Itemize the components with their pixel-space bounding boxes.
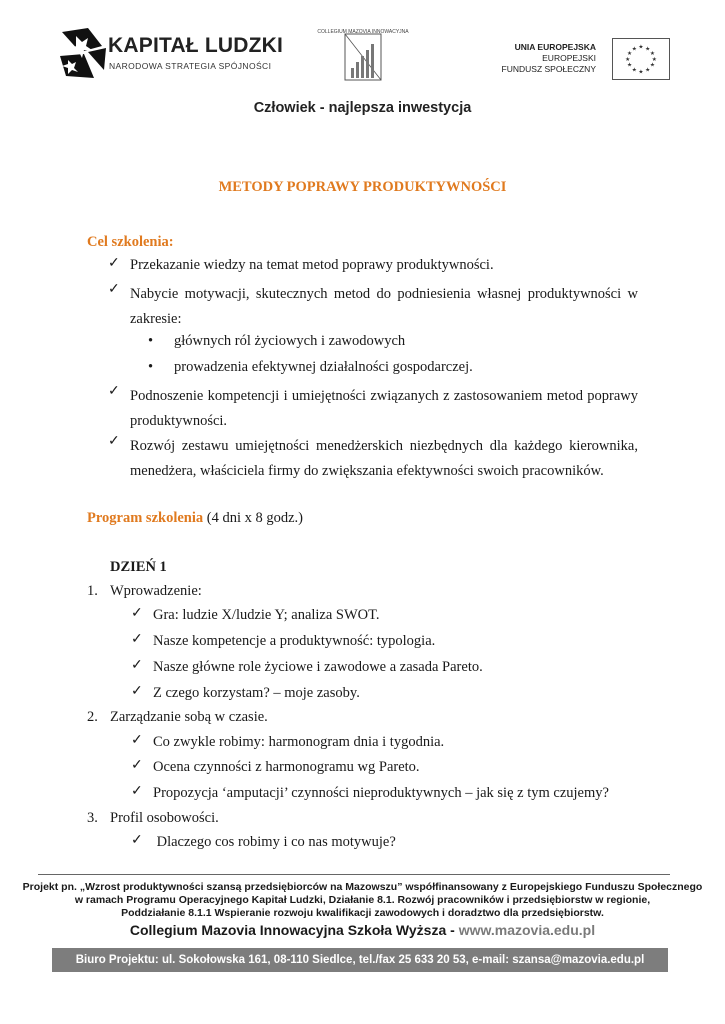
checkmark-icon: ✓: [108, 256, 120, 271]
svg-text:★: ★: [638, 69, 644, 76]
bullet-icon: •: [148, 333, 154, 349]
svg-text:★: ★: [625, 56, 631, 63]
eu-text-block: [494, 42, 596, 75]
goal-subitem-1: głównych ról życiowych i zawodowych: [174, 333, 406, 349]
program-heading: Program szkolenia: [87, 510, 204, 526]
svg-text:★: ★: [631, 67, 637, 74]
section-3-item: Dlaczego cos robimy i co nas motywuje?: [153, 834, 396, 850]
mazovia-logo-text: COLLEGIUM MAZOVIA INNOWACYJNA: [317, 29, 409, 35]
slogan: Człowiek - najlepsza inwestycja: [253, 100, 472, 116]
eu-flag-icon: [612, 38, 670, 80]
section-2-title: Zarządzanie sobą w czasie.: [110, 709, 268, 725]
goal-item-3: Podnoszenie kompetencji i umiejętności związanych z zastosowaniem metod poprawy produktywności.: [130, 388, 638, 429]
section-2-item: Co zwykle robimy: harmonogram dnia i tygodnia.: [153, 734, 445, 750]
svg-text:★: ★: [645, 46, 651, 53]
page-title: METODY POPRAWY PRODUKTYWNOŚCI: [218, 179, 507, 195]
eu-line-3: FUNDUSZ SPOŁECZNY: [501, 64, 596, 74]
checkmark-icon: ✓: [131, 632, 143, 647]
goal-item-1: Przekazanie wiedzy na temat metod poprawy produktywności.: [130, 257, 494, 273]
section-1-item: Nasze główne role życiowe i zawodowe a zasada Pareto.: [153, 659, 483, 675]
section-2-item: Ocena czynności z harmonogramu wg Pareto.: [153, 759, 420, 775]
section-1-title: Wprowadzenie:: [110, 583, 202, 599]
collegium-mazovia-logo: [317, 28, 409, 84]
svg-text:★: ★: [627, 62, 633, 69]
goal-heading: Cel szkolenia:: [87, 234, 174, 250]
bullet-icon: •: [148, 359, 154, 375]
footer-college-line: [0, 922, 725, 938]
svg-text:★: ★: [649, 62, 655, 69]
program-heading-line: [87, 509, 303, 527]
checkmark-icon: ✓: [131, 658, 143, 673]
section-3-title: Profil osobowości.: [110, 810, 219, 826]
section-1-item: Nasze kompetencje a produktywność: typologia.: [153, 633, 436, 649]
eu-line-2: EUROPEJSKI: [542, 53, 596, 63]
footer-divider: [38, 874, 670, 875]
svg-text:★: ★: [645, 67, 651, 74]
section-number: 2.: [87, 709, 98, 725]
checkmark-icon: ✓: [131, 833, 143, 848]
checkmark-icon: ✓: [131, 733, 143, 748]
checkmark-icon: ✓: [131, 784, 143, 799]
footer-line-3: Poddziałanie 8.1.1 Wspieranie rozwoju kwalifikacji zawodowych i doradztwo dla przedsiębiorstw.: [121, 907, 604, 919]
checkmark-icon: ✓: [108, 282, 120, 297]
section-1-item: Gra: ludzie X/ludzie Y; analiza SWOT.: [153, 607, 380, 623]
day-heading: DZIEŃ 1: [110, 559, 167, 575]
goal-item-2: Nabycie motywacji, skutecznych metod do podniesienia własnej produktywności w zakresie:: [130, 286, 638, 327]
checkmark-icon: ✓: [131, 684, 143, 699]
goal-item-4: Rozwój zestawu umiejętności menedżerskich niezbędnych dla każdego kierownika, menedżera, właściciela firmy do zwiększania efektywności swoich pracowników.: [130, 438, 638, 479]
checkmark-icon: ✓: [131, 606, 143, 621]
svg-text:★: ★: [631, 46, 637, 53]
section-1-item: Z czego korzystam? – moje zasoby.: [153, 685, 360, 701]
college-name: Collegium Mazovia Innowacyjna Szkoła Wyższa -: [129, 922, 459, 938]
svg-text:★: ★: [638, 44, 644, 51]
program-duration: (4 dni x 8 godz.): [203, 510, 303, 526]
college-url-link[interactable]: www.mazovia.edu.pl: [458, 922, 596, 938]
footer-line-1: Projekt pn. „Wzrost produktywności szansą przedsiębiorców na Mazowszu” współfinansowany z Europejskiego Funduszu Społecznego: [22, 881, 703, 893]
svg-text:★: ★: [649, 51, 655, 58]
kapital-ludzki-subtitle: NARODOWA STRATEGIA SPÓJNOŚCI: [109, 61, 272, 71]
kapital-ludzki-title: KAPITAŁ LUDZKI: [108, 34, 284, 57]
checkmark-icon: ✓: [108, 384, 120, 399]
svg-text:★: ★: [627, 51, 633, 58]
footer-office-bar: Biuro Projektu: ul. Sokołowska 161, 08-110 Siedlce, tel./fax 25 633 20 53, e-mail: szansa@mazovia.edu.pl: [52, 948, 668, 972]
checkmark-icon: ✓: [108, 434, 120, 449]
eu-line-1: UNIA EUROPEJSKA: [514, 42, 596, 52]
svg-text:★: ★: [651, 56, 657, 63]
checkmark-icon: ✓: [131, 758, 143, 773]
section-number: 3.: [87, 810, 98, 826]
goal-subitem-2: prowadzenia efektywnej działalności gospodarczej.: [174, 359, 473, 375]
section-number: 1.: [87, 583, 98, 599]
section-2-item: Propozycja ‘amputacji’ czynności nieproduktywnych – jak się z tym czujemy?: [153, 785, 609, 801]
footer-line-2: w ramach Programu Operacyjnego Kapitał Ludzki, Działanie 8.1. Rozwój pracowników i przedsiębiorstw w regionie,: [74, 894, 651, 906]
